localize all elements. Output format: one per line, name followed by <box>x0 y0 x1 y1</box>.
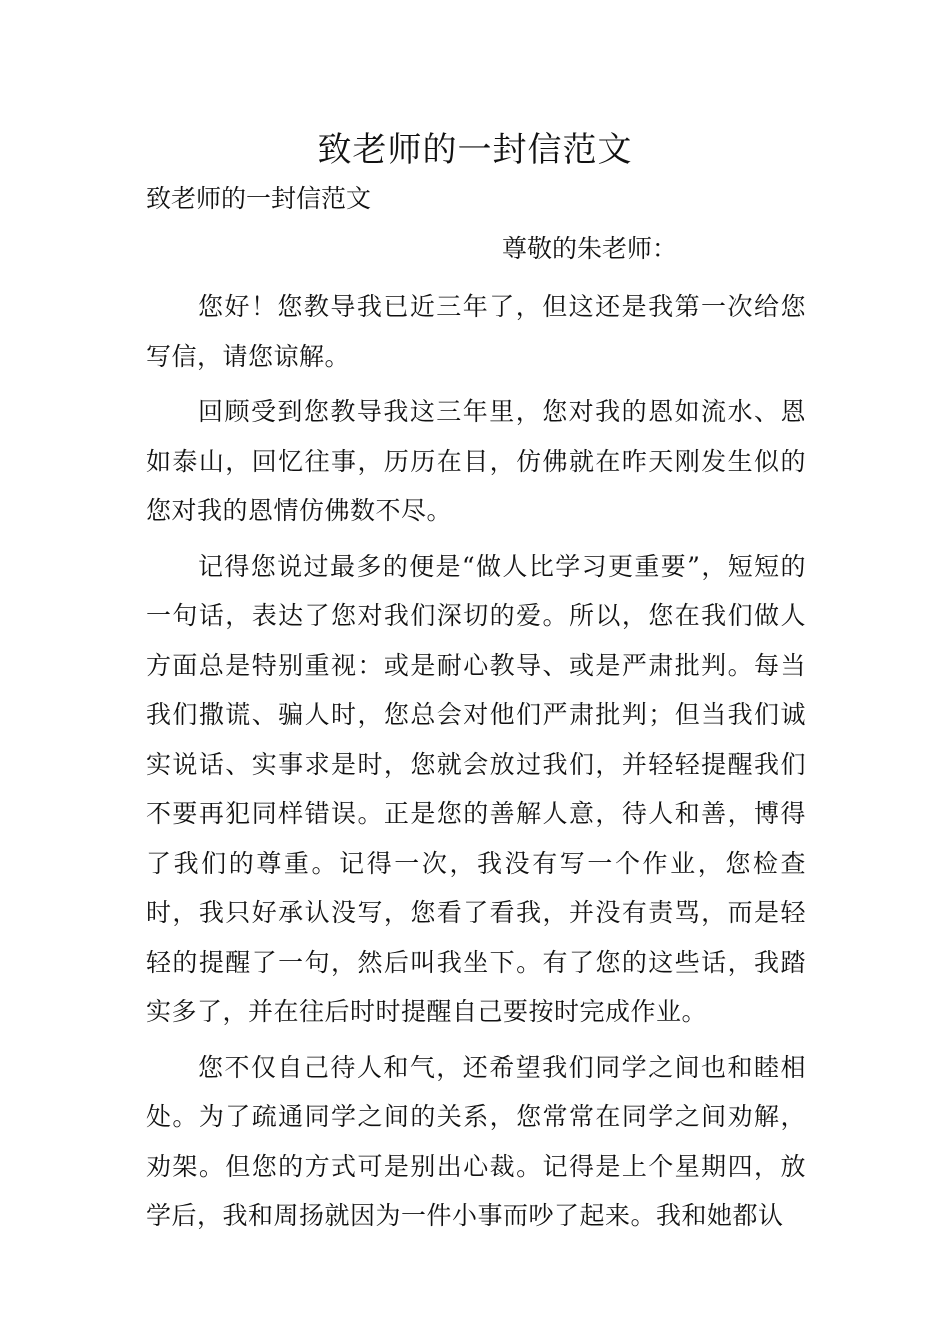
document-subtitle: 致老师的一封信范文 <box>146 184 372 213</box>
letter-body <box>146 282 806 1247</box>
document-title: 致老师的一封信范文 <box>317 130 633 170</box>
paragraph-greeting: 您好！您教导我已近三年了，但这还是我第一次给您写信，请您谅解。 <box>146 292 806 371</box>
paragraph-harmony: 您不仅自己待人和气，还希望我们同学之间也和睦相处。为了疏通同学之间的关系，您常常在同学之间劝解，劝架。但您的方式可是别出心裁。记得是上个星期四，放学后，我和周扬就因为一件小事而吵了起来。我和她都认 <box>146 1052 806 1230</box>
letter-salutation: 尊敬的朱老师： <box>502 234 678 263</box>
paragraph-teaching: 记得您说过最多的便是“做人比学习更重要”，短短的一句话，表达了您对我们深切的爱。所以，您在我们做人方面总是特别重视：或是耐心教导、或是严肃批判。每当我们撒谎、骗人时，您总会对他们严肃批判；但当我们诚实说话、实事求是时，您就会放过我们，并轻轻提醒我们不要再犯同样错误。正是您的善解人意，待人和善，博得了我们的尊重。记得一次，我没有写一个作业，您检查时，我只好承认没写，您看了看我，并没有责骂，而是轻轻的提醒了一句，然后叫我坐下。有了您的这些话，我踏实多了，并在往后时时提醒自己要按时完成作业。 <box>146 551 806 1026</box>
paragraph-recollection: 回顾受到您教导我这三年里，您对我的恩如流水、恩如泰山，回忆往事，历历在目，仿佛就在昨天刚发生似的您对我的恩情仿佛数不尽。 <box>146 397 806 525</box>
